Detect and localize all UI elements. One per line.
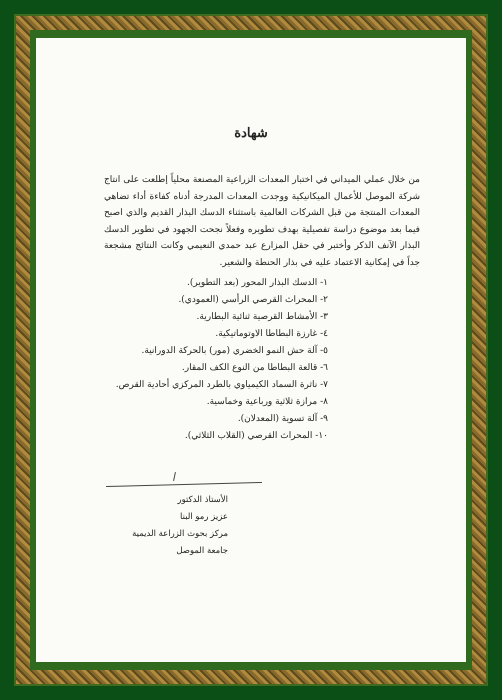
signatory-institution: مركز بحوث الزراعة الديمية bbox=[132, 529, 228, 539]
certificate-content bbox=[36, 38, 466, 662]
certificate-paper bbox=[36, 38, 466, 662]
signature-line bbox=[106, 482, 262, 487]
list-item: ١٠- المحراث القرصي (القلاب الثلاثي). bbox=[184, 431, 328, 441]
signatory-university: جامعة الموصل bbox=[176, 546, 228, 556]
list-item: ٢- المحراث القرصي الرأسي (العمودي). bbox=[178, 295, 328, 305]
certificate-paragraph: من خلال عملي الميداني في اختبار المعدات الزراعية المصنعة محلياً إطلعت على انتاج شركة الموصل للأعمال الميكانيكية ووجدت المعدات المدرجة أدناه كفاءة أداء تضاهي المعدات المنتجة من قبل الشركات العالمية باستثناء الدسك البذار القديم والذي اصبح فيما بعد موضوع دراسة تفصيلية بهدف تطويره وفعلاً نجحت الجهود في تطوير الدسك البذار الآنف الذكر وأختبر في حقل المزارع عبد حمدي النعيمي وكانت النتائج مشجعة جداً في إمكانية الاعتماد عليه في بذار الحنطة والشعير. bbox=[104, 175, 420, 268]
signatory-title: الأستاذ الدكتور bbox=[177, 495, 228, 505]
equipment-list bbox=[68, 275, 328, 445]
signatory-name: عزيز رمو البنا bbox=[180, 512, 228, 522]
list-item: ٥- آلة حش النمو الخضري (مور) بالحركة الدورانية. bbox=[141, 346, 328, 356]
list-item: ٤- غارزة البطاطا الاوتوماتيكية. bbox=[215, 329, 328, 339]
list-item: ٨- مرازة ثلاثية ورباعية وخماسية. bbox=[206, 397, 328, 407]
signature-mark bbox=[173, 472, 176, 481]
list-item: ٦- قالعة البطاطا من النوع الكف المقار. bbox=[181, 363, 328, 373]
signature-block bbox=[68, 492, 228, 560]
certificate-title: شهادة bbox=[234, 126, 268, 141]
list-item: ٩- آلة تسوية (المعدلان). bbox=[237, 414, 328, 424]
list-item: ١- الدسك البذار المحور (بعد التطوير). bbox=[187, 278, 328, 288]
list-item: ٧- ناثرة السماد الكيمياوي بالطرد المركزي أحادية القرص. bbox=[115, 380, 328, 390]
list-item: ٣- الأمشاط القرصية ثنائية البطارية. bbox=[196, 312, 328, 322]
